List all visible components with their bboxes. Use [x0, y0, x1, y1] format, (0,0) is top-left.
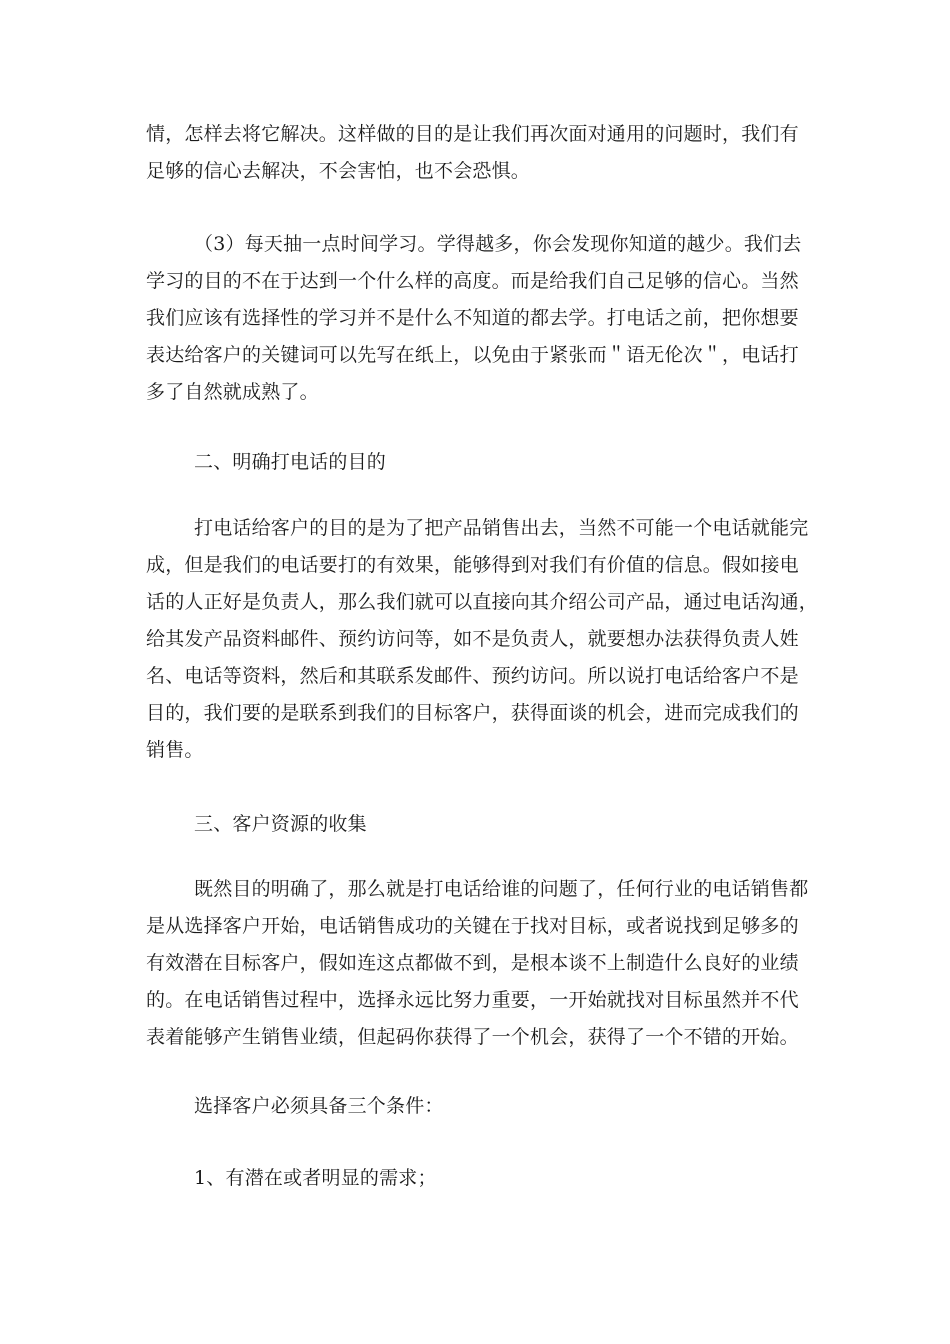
- text-line: 表达给客户的关键词可以先写在纸上，以免由于紧张而＂语无伦次＂，电话打: [146, 344, 799, 366]
- text-line: 打电话给客户的目的是为了把产品销售出去，当然不可能一个电话就能完: [194, 517, 809, 539]
- paragraph-study: [146, 226, 806, 411]
- text-line: 足够的信心去解决，不会害怕，也不会恐惧。: [146, 160, 531, 182]
- text-line: 选择客户必须具备三个条件：: [194, 1095, 444, 1117]
- text-line: 是从选择客户开始，电话销售成功的关键在于找对目标，或者说找到足够多的: [146, 915, 799, 937]
- section-heading-purpose: [146, 444, 806, 481]
- list-item-1: [146, 1160, 806, 1197]
- text-line: 销售。: [146, 739, 204, 761]
- text-line: 情，怎样去将它解决。这样做的目的是让我们再次面对通用的问题时，我们有: [146, 123, 799, 145]
- paragraph-collection: [146, 871, 809, 1056]
- text-line: 我们应该有选择性的学习并不是什么不知道的都去学。打电话之前，把你想要: [146, 307, 799, 329]
- heading-text: 二、明确打电话的目的: [194, 451, 387, 473]
- text-line: 多了自然就成熟了。: [146, 381, 319, 403]
- paragraph-continuation: [146, 116, 806, 190]
- text-line: 目的，我们要的是联系到我们的目标客户，获得面谈的机会，进而完成我们的: [146, 702, 799, 724]
- text-line: 话的人正好是负责人，那么我们就可以直接向其介绍公司产品，通过电话沟通，: [146, 591, 819, 613]
- text-line: 表着能够产生销售业绩，但起码你获得了一个机会，获得了一个不错的开始。: [146, 1026, 799, 1048]
- list-item-text: 1、有潜在或者明显的需求；: [194, 1167, 437, 1189]
- text-line: 成，但是我们的电话要打的有效果，能够得到对我们有价值的信息。假如接电: [146, 554, 799, 576]
- text-line: 的。在电话销售过程中，选择永远比努力重要，一开始就找对目标虽然并不代: [146, 989, 799, 1011]
- text-line: 有效潜在目标客户，假如连这点都做不到，是根本谈不上制造什么良好的业绩: [146, 952, 799, 974]
- text-line: 名、电话等资料，然后和其联系发邮件、预约访问。所以说打电话给客户不是: [146, 665, 799, 687]
- text-line: （3）每天抽一点时间学习。学得越多，你会发现你知道的越少。我们去: [194, 233, 802, 255]
- text-line: 给其发产品资料邮件、预约访问等，如不是负责人，就要想办法获得负责人姓: [146, 628, 799, 650]
- text-line: 学习的目的不在于达到一个什么样的高度。而是给我们自己足够的信心。当然: [146, 270, 799, 292]
- heading-text: 三、客户资源的收集: [194, 813, 367, 835]
- text-line: 既然目的明确了，那么就是打电话给谁的问题了，任何行业的电话销售都: [194, 878, 809, 900]
- paragraph-purpose: [146, 510, 819, 769]
- paragraph-conditions: [146, 1088, 806, 1125]
- section-heading-collection: [146, 806, 806, 843]
